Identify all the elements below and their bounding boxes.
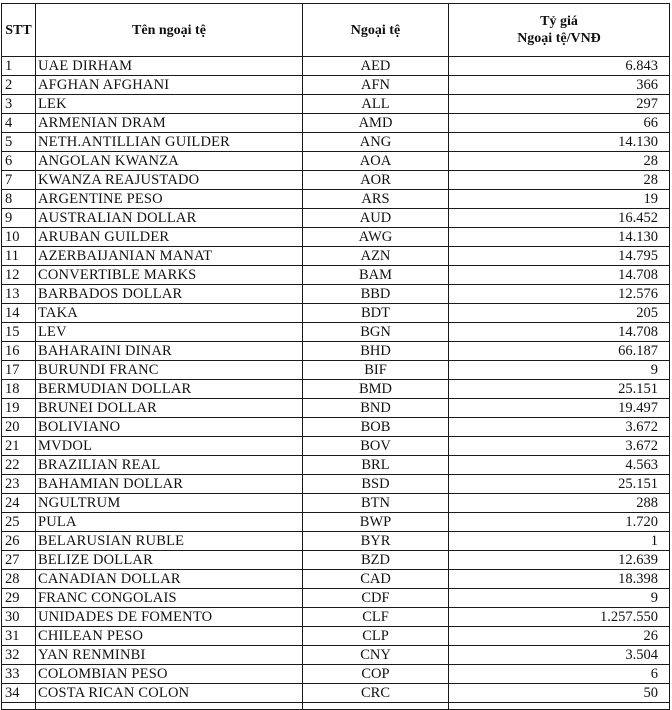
header-currency-name: Tên ngoại tệ xyxy=(36,4,303,57)
cell-cut-off xyxy=(36,703,303,710)
cell-stt: 8 xyxy=(2,190,36,209)
cell-exchange-rate: 12.639 xyxy=(449,551,670,570)
table-row xyxy=(2,437,670,456)
cell-exchange-rate: 6.843 xyxy=(449,57,670,76)
cell-currency-code: ALL xyxy=(303,95,449,114)
cell-currency-code: BIF xyxy=(303,361,449,380)
table-row xyxy=(2,494,670,513)
cell-exchange-rate: 3.672 xyxy=(449,418,670,437)
cell-currency-code: BZD xyxy=(303,551,449,570)
cell-currency-name: BRAZILIAN REAL xyxy=(36,456,303,475)
cell-currency-name: BAHARAINI DINAR xyxy=(36,342,303,361)
cell-exchange-rate: 4.563 xyxy=(449,456,670,475)
header-exchange-rate xyxy=(449,4,670,57)
table-row xyxy=(2,399,670,418)
header-rate-line2: Ngoại tệ/VNĐ xyxy=(517,31,601,46)
cell-stt: 23 xyxy=(2,475,36,494)
cell-cut-off xyxy=(449,703,670,710)
cell-currency-name: NGULTRUM xyxy=(36,494,303,513)
cell-currency-code: BWP xyxy=(303,513,449,532)
table-row xyxy=(2,361,670,380)
cell-currency-name: YAN RENMINBI xyxy=(36,646,303,665)
cell-stt: 32 xyxy=(2,646,36,665)
table-row xyxy=(2,570,670,589)
table-row xyxy=(2,190,670,209)
cell-stt: 28 xyxy=(2,570,36,589)
cell-exchange-rate: 50 xyxy=(449,684,670,703)
cell-stt: 27 xyxy=(2,551,36,570)
cell-stt: 20 xyxy=(2,418,36,437)
exchange-rate-table xyxy=(1,3,670,710)
cell-currency-name: NETH.ANTILLIAN GUILDER xyxy=(36,133,303,152)
table-row xyxy=(2,114,670,133)
cell-exchange-rate: 14.130 xyxy=(449,133,670,152)
cell-currency-name: AFGHAN AFGHANI xyxy=(36,76,303,95)
cell-stt: 31 xyxy=(2,627,36,646)
cell-exchange-rate: 366 xyxy=(449,76,670,95)
cell-currency-name: ANGOLAN KWANZA xyxy=(36,152,303,171)
cell-cut-off xyxy=(2,703,36,710)
cell-exchange-rate: 19.497 xyxy=(449,399,670,418)
cell-currency-name: BOLIVIANO xyxy=(36,418,303,437)
cell-currency-code: CAD xyxy=(303,570,449,589)
cell-currency-name: COSTA RICAN COLON xyxy=(36,684,303,703)
cell-exchange-rate: 12.576 xyxy=(449,285,670,304)
cell-stt: 4 xyxy=(2,114,36,133)
table-row xyxy=(2,323,670,342)
cell-currency-name: MVDOL xyxy=(36,437,303,456)
cell-exchange-rate: 1.720 xyxy=(449,513,670,532)
cell-currency-name: FRANC CONGOLAIS xyxy=(36,589,303,608)
cell-exchange-rate: 25.151 xyxy=(449,380,670,399)
cell-exchange-rate: 205 xyxy=(449,304,670,323)
table-row xyxy=(2,133,670,152)
header-stt: STT xyxy=(2,4,36,57)
cell-currency-name: AZERBAIJANIAN MANAT xyxy=(36,247,303,266)
cell-currency-code: BBD xyxy=(303,285,449,304)
cell-currency-code: BGN xyxy=(303,323,449,342)
cell-stt: 25 xyxy=(2,513,36,532)
table-row xyxy=(2,152,670,171)
cell-currency-code: CRC xyxy=(303,684,449,703)
cell-exchange-rate: 14.795 xyxy=(449,247,670,266)
table-row xyxy=(2,475,670,494)
table-row xyxy=(2,57,670,76)
cell-currency-code: AMD xyxy=(303,114,449,133)
table-row xyxy=(2,513,670,532)
cell-currency-name: UNIDADES DE FOMENTO xyxy=(36,608,303,627)
cell-currency-code: AUD xyxy=(303,209,449,228)
cell-exchange-rate: 66 xyxy=(449,114,670,133)
cell-stt: 26 xyxy=(2,532,36,551)
cell-currency-name: BELIZE DOLLAR xyxy=(36,551,303,570)
cell-currency-name: PULA xyxy=(36,513,303,532)
cell-stt: 5 xyxy=(2,133,36,152)
table-row xyxy=(2,627,670,646)
cell-currency-code: AZN xyxy=(303,247,449,266)
table-row xyxy=(2,380,670,399)
table-body xyxy=(2,57,670,703)
cell-exchange-rate: 19 xyxy=(449,190,670,209)
cell-exchange-rate: 26 xyxy=(449,627,670,646)
cell-exchange-rate: 16.452 xyxy=(449,209,670,228)
table-row xyxy=(2,665,670,684)
cell-currency-name: ARMENIAN DRAM xyxy=(36,114,303,133)
cell-exchange-rate: 25.151 xyxy=(449,475,670,494)
cell-currency-code: BOV xyxy=(303,437,449,456)
cell-currency-code: BDT xyxy=(303,304,449,323)
header-currency-code: Ngoại tệ xyxy=(303,4,449,57)
cell-stt: 15 xyxy=(2,323,36,342)
cell-currency-name: BELARUSIAN RUBLE xyxy=(36,532,303,551)
cell-exchange-rate: 28 xyxy=(449,171,670,190)
table-row xyxy=(2,418,670,437)
cell-currency-code: BRL xyxy=(303,456,449,475)
cell-currency-code: BMD xyxy=(303,380,449,399)
cell-stt: 16 xyxy=(2,342,36,361)
cell-stt: 6 xyxy=(2,152,36,171)
cell-stt: 29 xyxy=(2,589,36,608)
cell-currency-name: LEV xyxy=(36,323,303,342)
cell-stt: 17 xyxy=(2,361,36,380)
table-row xyxy=(2,532,670,551)
table-row xyxy=(2,76,670,95)
cell-stt: 1 xyxy=(2,57,36,76)
cell-currency-name: UAE DIRHAM xyxy=(36,57,303,76)
cell-exchange-rate: 3.672 xyxy=(449,437,670,456)
cell-currency-code: BHD xyxy=(303,342,449,361)
cell-currency-name: BURUNDI FRANC xyxy=(36,361,303,380)
cell-currency-code: BND xyxy=(303,399,449,418)
cell-currency-code: BSD xyxy=(303,475,449,494)
cell-currency-name: LEK xyxy=(36,95,303,114)
cell-currency-code: BTN xyxy=(303,494,449,513)
table-row xyxy=(2,684,670,703)
cell-exchange-rate: 297 xyxy=(449,95,670,114)
cell-currency-name: KWANZA REAJUSTADO xyxy=(36,171,303,190)
cell-currency-name: TAKA xyxy=(36,304,303,323)
table-row xyxy=(2,304,670,323)
cell-exchange-rate: 1.257.550 xyxy=(449,608,670,627)
cell-stt: 3 xyxy=(2,95,36,114)
cell-stt: 11 xyxy=(2,247,36,266)
cell-stt: 30 xyxy=(2,608,36,627)
table-row xyxy=(2,266,670,285)
table-row xyxy=(2,342,670,361)
table-row xyxy=(2,95,670,114)
cell-currency-name: CANADIAN DOLLAR xyxy=(36,570,303,589)
cell-currency-name: AUSTRALIAN DOLLAR xyxy=(36,209,303,228)
cell-currency-name: BERMUDIAN DOLLAR xyxy=(36,380,303,399)
cell-stt: 9 xyxy=(2,209,36,228)
table-row xyxy=(2,247,670,266)
table-row xyxy=(2,456,670,475)
header-row xyxy=(2,4,670,57)
cell-currency-name: CONVERTIBLE MARKS xyxy=(36,266,303,285)
cell-currency-code: CLP xyxy=(303,627,449,646)
cell-currency-code: CNY xyxy=(303,646,449,665)
cell-exchange-rate: 288 xyxy=(449,494,670,513)
cell-exchange-rate: 28 xyxy=(449,152,670,171)
cell-stt: 18 xyxy=(2,380,36,399)
table-row xyxy=(2,646,670,665)
cell-currency-code: AOR xyxy=(303,171,449,190)
cell-currency-name: BRUNEI DOLLAR xyxy=(36,399,303,418)
cell-exchange-rate: 18.398 xyxy=(449,570,670,589)
cell-exchange-rate: 3.504 xyxy=(449,646,670,665)
table-row xyxy=(2,209,670,228)
cell-currency-name: COLOMBIAN PESO xyxy=(36,665,303,684)
cell-exchange-rate: 14.130 xyxy=(449,228,670,247)
cell-stt: 2 xyxy=(2,76,36,95)
cell-stt: 19 xyxy=(2,399,36,418)
cell-currency-code: ARS xyxy=(303,190,449,209)
cell-stt: 22 xyxy=(2,456,36,475)
cell-exchange-rate: 14.708 xyxy=(449,323,670,342)
cell-currency-name: BAHAMIAN DOLLAR xyxy=(36,475,303,494)
cell-exchange-rate: 9 xyxy=(449,361,670,380)
table-row xyxy=(2,171,670,190)
cell-stt: 21 xyxy=(2,437,36,456)
cell-exchange-rate: 14.708 xyxy=(449,266,670,285)
cell-currency-code: BYR xyxy=(303,532,449,551)
cell-exchange-rate: 6 xyxy=(449,665,670,684)
cell-exchange-rate: 66.187 xyxy=(449,342,670,361)
cell-currency-code: BOB xyxy=(303,418,449,437)
table-row xyxy=(2,285,670,304)
cell-stt: 34 xyxy=(2,684,36,703)
cell-cut-off xyxy=(303,703,449,710)
cell-currency-code: AED xyxy=(303,57,449,76)
cell-stt: 14 xyxy=(2,304,36,323)
cell-stt: 7 xyxy=(2,171,36,190)
cell-stt: 24 xyxy=(2,494,36,513)
cell-currency-code: AWG xyxy=(303,228,449,247)
cell-stt: 10 xyxy=(2,228,36,247)
cell-currency-name: BARBADOS DOLLAR xyxy=(36,285,303,304)
cell-currency-name: ARUBAN GUILDER xyxy=(36,228,303,247)
table-row xyxy=(2,589,670,608)
cell-stt: 33 xyxy=(2,665,36,684)
table-row xyxy=(2,551,670,570)
cell-currency-name: CHILEAN PESO xyxy=(36,627,303,646)
cell-currency-code: BAM xyxy=(303,266,449,285)
cell-currency-code: CDF xyxy=(303,589,449,608)
cell-currency-code: CLF xyxy=(303,608,449,627)
table-row-cut-off xyxy=(2,703,670,710)
cell-exchange-rate: 1 xyxy=(449,532,670,551)
cell-stt: 12 xyxy=(2,266,36,285)
table-row xyxy=(2,228,670,247)
table-row xyxy=(2,608,670,627)
cell-currency-code: ANG xyxy=(303,133,449,152)
cell-stt: 13 xyxy=(2,285,36,304)
header-rate-line1: Tỷ giá xyxy=(540,14,578,29)
cell-exchange-rate: 9 xyxy=(449,589,670,608)
cell-currency-code: COP xyxy=(303,665,449,684)
cell-currency-name: ARGENTINE PESO xyxy=(36,190,303,209)
cell-currency-code: AFN xyxy=(303,76,449,95)
exchange-rate-sheet xyxy=(1,3,669,710)
cell-currency-code: AOA xyxy=(303,152,449,171)
